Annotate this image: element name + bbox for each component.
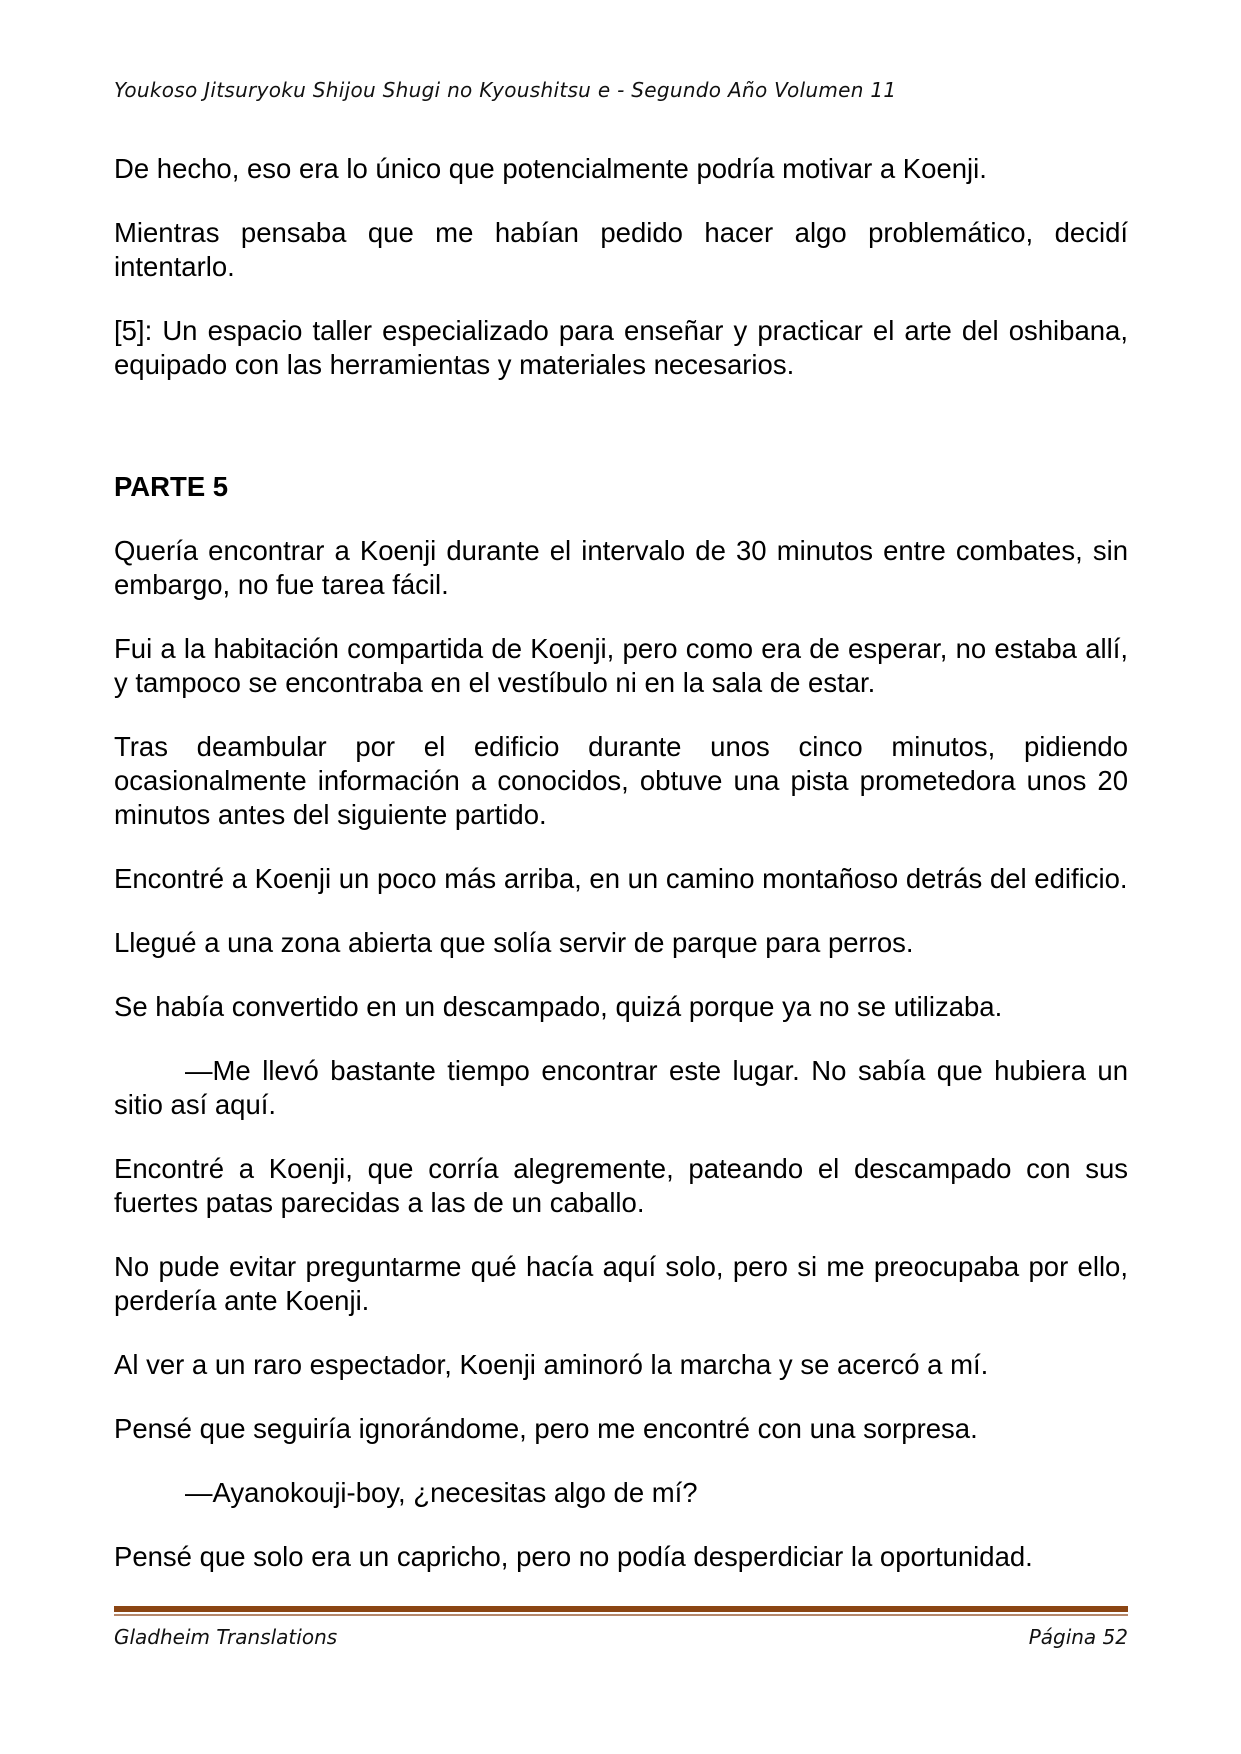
- footer-page-number: Página 52: [1028, 1625, 1128, 1649]
- section-heading: PARTE 5: [114, 471, 229, 502]
- paragraph: Quería encontrar a Koenji durante el intervalo de 30 minutos entre combates, sin embargo, no fue tarea fácil.: [114, 535, 1128, 600]
- footer-divider: [114, 1606, 1128, 1616]
- paragraph: Al ver a un raro espectador, Koenji aminoró la marcha y se acercó a mí.: [114, 1349, 989, 1380]
- footer-divider-thin: [114, 1614, 1128, 1616]
- footnote-paragraph: [5]: Un espacio taller especializado para enseñar y practicar el arte del oshibana, equipado con las herramientas y materiales necesarios.: [114, 315, 1128, 380]
- paragraph: No pude evitar preguntarme qué hacía aquí solo, pero si me preocupaba por ello, perdería ante Koenji.: [114, 1251, 1128, 1316]
- paragraph: Tras deambular por el edificio durante unos cinco minutos, pidiendo ocasionalmente información a conocidos, obtuve una pista prometedora unos 20 minutos antes del siguiente partido.: [114, 731, 1128, 830]
- paragraph: Mientras pensaba que me habían pedido hacer algo problemático, decidí intentarlo.: [114, 217, 1128, 282]
- dialogue-paragraph: —Me llevó bastante tiempo encontrar este lugar. No sabía que hubiera un sitio así aquí.: [114, 1055, 1128, 1120]
- paragraph: Encontré a Koenji un poco más arriba, en un camino montañoso detrás del edificio.: [114, 863, 1128, 894]
- paragraph: Se había convertido en un descampado, quizá porque ya no se utilizaba.: [114, 991, 1003, 1022]
- paragraph: De hecho, eso era lo único que potencialmente podría motivar a Koenji.: [114, 153, 987, 184]
- running-header: Youkoso Jitsuryoku Shijou Shugi no Kyoushitsu e - Segundo Año Volumen 11: [114, 78, 897, 102]
- footer-publisher: Gladheim Translations: [114, 1625, 338, 1649]
- paragraph: Pensé que solo era un capricho, pero no podía desperdiciar la oportunidad.: [114, 1541, 1033, 1572]
- paragraph: Encontré a Koenji, que corría alegremente, pateando el descampado con sus fuertes patas parecidas a las de un caballo.: [114, 1153, 1128, 1218]
- paragraph: Fui a la habitación compartida de Koenji, pero como era de esperar, no estaba allí, y tampoco se encontraba en el vestíbulo ni en la sala de estar.: [114, 633, 1128, 698]
- page-body: [114, 152, 1128, 1604]
- paragraph: Llegué a una zona abierta que solía servir de parque para perros.: [114, 927, 914, 958]
- paragraph: Pensé que seguiría ignorándome, pero me encontré con una sorpresa.: [114, 1413, 978, 1444]
- dialogue-paragraph: —Ayanokouji-boy, ¿necesitas algo de mí?: [185, 1477, 698, 1508]
